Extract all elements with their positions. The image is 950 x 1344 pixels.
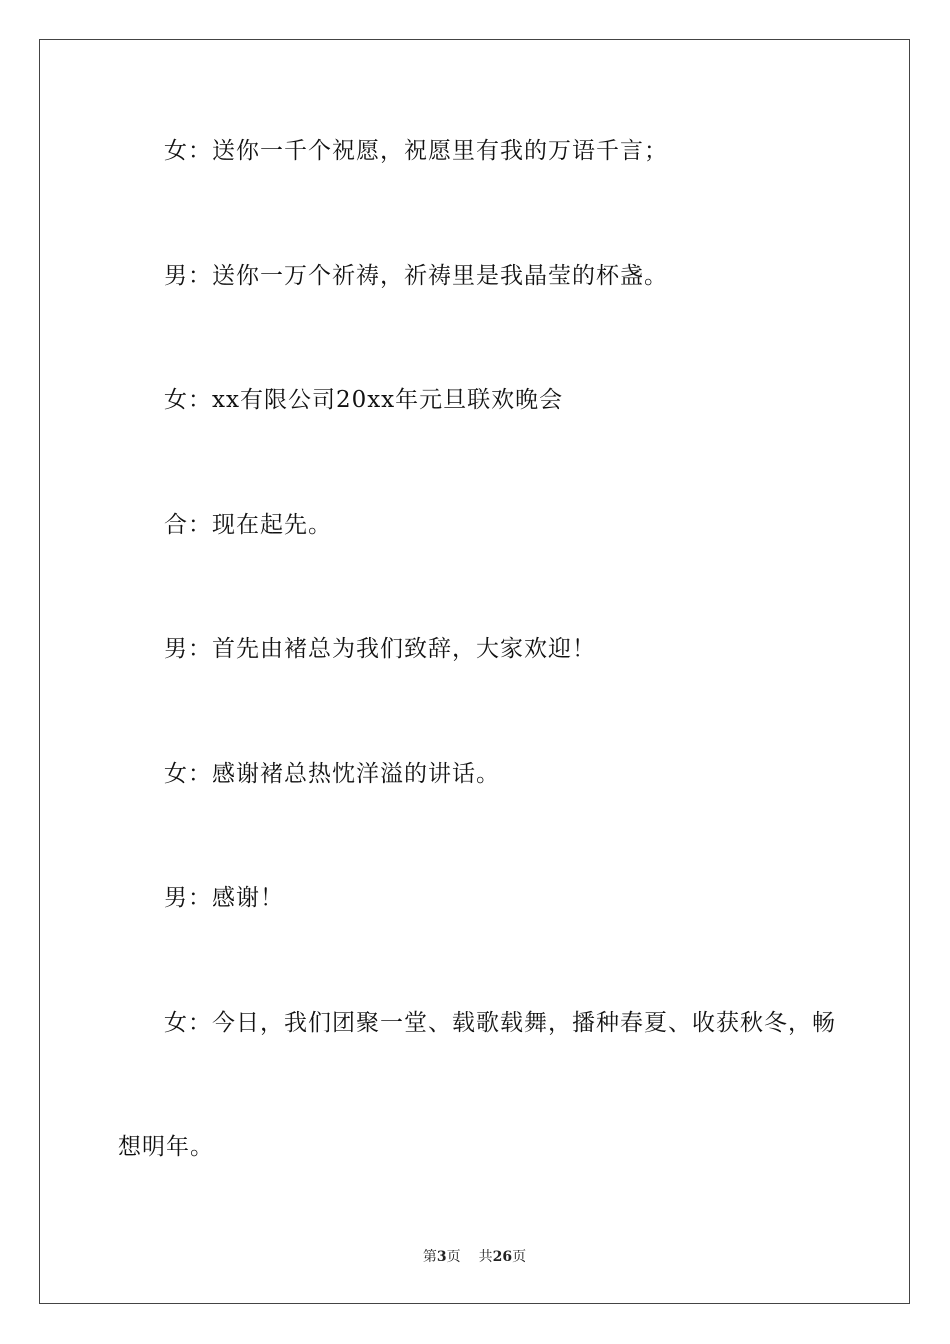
footer-total-pages: 26 <box>492 1249 513 1265</box>
paragraph-2: 男：送你一万个祈祷，祈祷里是我晶莹的杯盏。 <box>164 263 668 289</box>
footer-page-number: 3 <box>436 1249 447 1265</box>
page-frame <box>39 39 910 1304</box>
footer-page-suffix: 页 <box>446 1249 461 1265</box>
paragraph-3: 女：xx有限公司20xx年元旦联欢晚会 <box>164 387 564 413</box>
paragraph-7: 男：感谢！ <box>164 885 284 911</box>
paragraph-1: 女：送你一千个祝愿，祝愿里有我的万语千言； <box>164 138 668 164</box>
paragraph-8: 女：今日，我们团聚一堂、载歌载舞，播种春夏、收获秋冬，畅 <box>164 1010 836 1036</box>
footer-page-prefix: 第 <box>422 1249 437 1265</box>
paragraph-6: 女：感谢褚总热忱洋溢的讲话。 <box>164 761 500 787</box>
paragraph-5: 男：首先由褚总为我们致辞，大家欢迎！ <box>164 636 596 662</box>
paragraph-8-continuation: 想明年。 <box>118 1134 214 1160</box>
footer-total-prefix: 共 <box>478 1249 493 1265</box>
paragraph-4: 合：现在起先。 <box>164 512 332 538</box>
page-footer <box>40 1248 909 1266</box>
footer-total-suffix: 页 <box>512 1249 527 1265</box>
